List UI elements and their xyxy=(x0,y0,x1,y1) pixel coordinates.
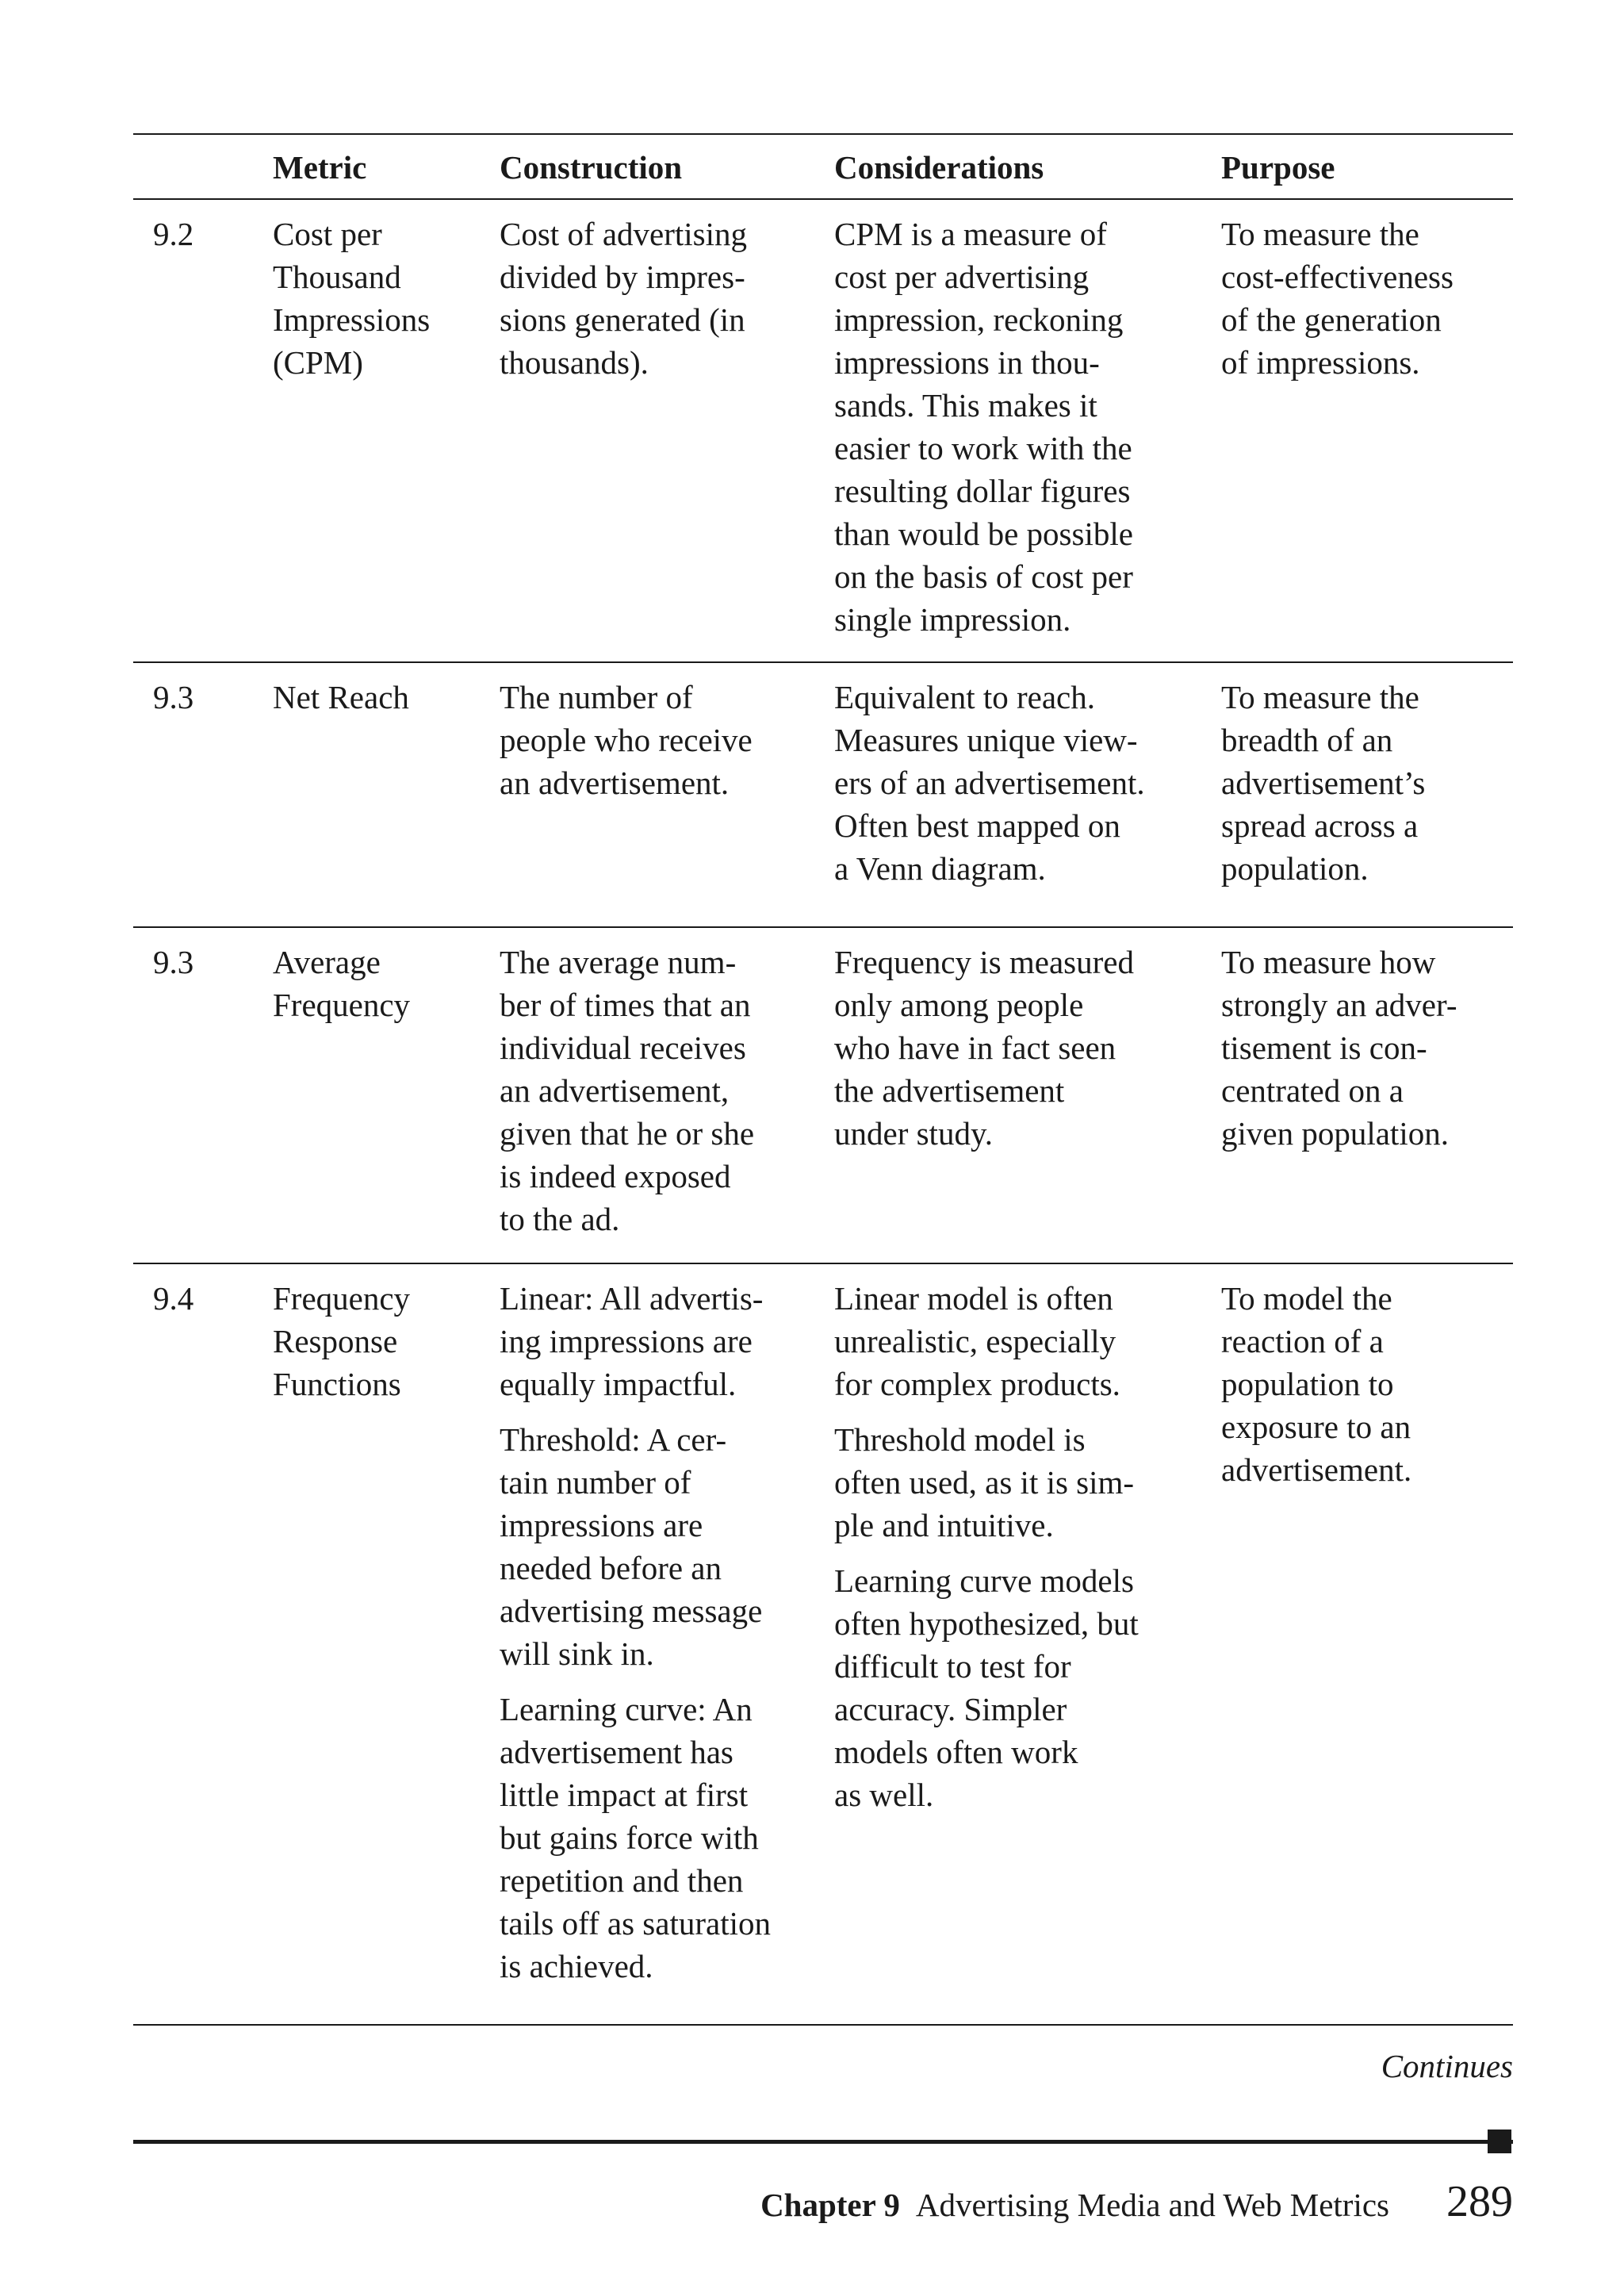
cell-metric-line: Frequency xyxy=(273,1280,411,1317)
cell-construction-line: Threshold: A cer- xyxy=(500,1421,727,1458)
cell-purpose xyxy=(1221,1277,1513,1988)
cell-construction-line: given that he or she xyxy=(500,1115,755,1152)
header-purpose: Purpose xyxy=(1221,149,1335,186)
cell-construction-paragraph xyxy=(500,941,834,1240)
chapter-label: Chapter 9 xyxy=(760,2187,900,2223)
cell-considerations xyxy=(834,676,1221,890)
cell-metric xyxy=(273,941,500,1240)
cell-metric-line: (CPM) xyxy=(273,344,363,381)
cell-purpose-line: population. xyxy=(1221,850,1369,887)
cell-construction-line: needed before an xyxy=(500,1550,722,1586)
cell-number-text: 9.2 xyxy=(153,216,194,252)
cell-construction-line: ing impressions are xyxy=(500,1323,753,1359)
cell-considerations-line: CPM is a measure of xyxy=(834,216,1107,252)
cell-construction-line: is achieved. xyxy=(500,1948,653,1984)
cell-metric-line: Thousand xyxy=(273,259,401,295)
cell-number xyxy=(133,213,273,641)
cell-considerations-line: single impression. xyxy=(834,601,1071,638)
cell-considerations-line: on the basis of cost per xyxy=(834,558,1133,595)
table-row xyxy=(133,1264,1513,2024)
cell-considerations-line: a Venn diagram. xyxy=(834,850,1046,887)
cell-construction-paragraph xyxy=(500,676,834,804)
cell-construction-line: is indeed exposed xyxy=(500,1158,731,1194)
cell-metric-line: Response xyxy=(273,1323,398,1359)
cell-number-text: 9.3 xyxy=(153,679,194,715)
cell-purpose-line: exposure to an xyxy=(1221,1409,1411,1445)
cell-number xyxy=(133,1277,273,1988)
cell-considerations-line: often used, as it is sim- xyxy=(834,1464,1135,1501)
cell-construction-line: but gains force with xyxy=(500,1819,759,1856)
cell-construction-line: advertisement has xyxy=(500,1734,733,1770)
cell-number-text: 9.4 xyxy=(153,1280,194,1317)
cell-considerations-line: Learning curve models xyxy=(834,1562,1134,1599)
cell-purpose-line: centrated on a xyxy=(1221,1072,1404,1109)
cell-considerations-line: Measures unique view- xyxy=(834,722,1138,758)
header-considerations: Considerations xyxy=(834,149,1044,186)
table-header-row xyxy=(133,135,1513,198)
table-row xyxy=(133,928,1513,1263)
cell-considerations-line: unrealistic, especially xyxy=(834,1323,1116,1359)
cell-number xyxy=(133,941,273,1240)
cell-purpose-line: spread across a xyxy=(1221,807,1419,844)
cell-construction-line: thousands). xyxy=(500,344,649,381)
cell-considerations-line: only among people xyxy=(834,987,1084,1023)
cell-purpose-line: cost-effectiveness xyxy=(1221,259,1454,295)
cell-considerations-line: Often best mapped on xyxy=(834,807,1120,844)
cell-considerations-line: Equivalent to reach. xyxy=(834,679,1096,715)
running-footer xyxy=(760,2176,1513,2227)
cell-construction xyxy=(500,941,834,1240)
cell-purpose xyxy=(1221,676,1513,890)
cell-considerations-line: ple and intuitive. xyxy=(834,1507,1054,1543)
cell-considerations-line: the advertisement xyxy=(834,1072,1065,1109)
cell-considerations-line: Linear model is often xyxy=(834,1280,1113,1317)
cell-considerations-line: as well. xyxy=(834,1777,934,1813)
cell-considerations-paragraph xyxy=(834,1559,1221,1816)
cell-considerations-line: difficult to test for xyxy=(834,1648,1071,1685)
cell-construction-line: an advertisement, xyxy=(500,1072,730,1109)
cell-purpose xyxy=(1221,941,1513,1240)
cell-construction-line: will sink in. xyxy=(500,1635,654,1672)
cell-considerations xyxy=(834,1277,1221,1988)
cell-metric-line: Frequency xyxy=(273,987,411,1023)
cell-construction-line: little impact at first xyxy=(500,1777,749,1813)
cell-purpose-line: To measure how xyxy=(1221,944,1436,980)
cell-purpose-line: To measure the xyxy=(1221,679,1419,715)
cell-purpose-line: given population. xyxy=(1221,1115,1449,1152)
cell-considerations-paragraph xyxy=(834,676,1221,890)
cell-considerations-line: impression, reckoning xyxy=(834,301,1124,338)
cell-construction-line: The average num- xyxy=(500,944,737,980)
cell-construction-line: equally impactful. xyxy=(500,1366,737,1402)
cell-construction-line: repetition and then xyxy=(500,1862,744,1899)
cell-metric xyxy=(273,213,500,641)
cell-considerations-line: models often work xyxy=(834,1734,1078,1770)
cell-considerations-paragraph xyxy=(834,1418,1221,1547)
cell-construction-line: divided by impres- xyxy=(500,259,745,295)
page-number: 289 xyxy=(1446,2177,1513,2226)
cell-considerations-line: resulting dollar figures xyxy=(834,473,1131,509)
cell-considerations-paragraph xyxy=(834,1277,1221,1405)
cell-considerations-paragraph xyxy=(834,941,1221,1155)
cell-considerations-line: who have in fact seen xyxy=(834,1029,1116,1066)
cell-considerations-line: impressions in thou- xyxy=(834,344,1100,381)
cell-construction-line: ber of times that an xyxy=(500,987,751,1023)
cell-considerations-line: for complex products. xyxy=(834,1366,1120,1402)
cell-purpose-line: tisement is con- xyxy=(1221,1029,1427,1066)
header-number xyxy=(133,146,273,189)
cell-purpose-line: advertisement’s xyxy=(1221,765,1426,801)
cell-construction-line: tails off as saturation xyxy=(500,1905,771,1942)
cell-construction-line: impressions are xyxy=(500,1507,703,1543)
cell-construction xyxy=(500,1277,834,1988)
cell-purpose-line: reaction of a xyxy=(1221,1323,1384,1359)
cell-number xyxy=(133,676,273,890)
cell-purpose-line: To model the xyxy=(1221,1280,1392,1317)
cell-number-text: 9.3 xyxy=(153,944,194,980)
cell-purpose-line: To measure the xyxy=(1221,216,1419,252)
cell-construction-line: people who receive xyxy=(500,722,753,758)
cell-considerations-line: cost per advertising xyxy=(834,259,1090,295)
cell-purpose-line: advertisement. xyxy=(1221,1451,1412,1488)
cell-construction-paragraph xyxy=(500,1688,834,1988)
cell-construction-line: individual receives xyxy=(500,1029,746,1066)
cell-considerations-line: under study. xyxy=(834,1115,994,1152)
footer-square-mark xyxy=(1488,2130,1511,2153)
cell-purpose-line: population to xyxy=(1221,1366,1394,1402)
cell-construction-paragraph xyxy=(500,1418,834,1675)
cell-metric-line: Functions xyxy=(273,1366,401,1402)
cell-considerations-paragraph xyxy=(834,213,1221,641)
cell-construction-line: advertising message xyxy=(500,1593,763,1629)
cell-metric-line: Impressions xyxy=(273,301,431,338)
cell-purpose-line: of impressions. xyxy=(1221,344,1420,381)
table-row xyxy=(133,200,1513,661)
cell-construction-line: Linear: All advertis- xyxy=(500,1280,764,1317)
cell-construction xyxy=(500,213,834,641)
cell-considerations-line: accuracy. Simpler xyxy=(834,1691,1067,1727)
cell-purpose-line: of the generation xyxy=(1221,301,1442,338)
header-construction: Construction xyxy=(500,149,683,186)
cell-metric xyxy=(273,1277,500,1988)
cell-construction-line: to the ad. xyxy=(500,1201,620,1237)
cell-considerations-line: Frequency is measured xyxy=(834,944,1134,980)
cell-considerations-line: ers of an advertisement. xyxy=(834,765,1145,801)
cell-purpose-line: breadth of an xyxy=(1221,722,1393,758)
cell-metric-line: Cost per xyxy=(273,216,382,252)
table-body xyxy=(133,198,1513,2026)
chapter-title: Advertising Media and Web Metrics xyxy=(915,2187,1389,2223)
cell-purpose xyxy=(1221,213,1513,641)
continues-label: Continues xyxy=(1381,2048,1513,2084)
metrics-table xyxy=(133,133,1513,2026)
cell-considerations-line: easier to work with the xyxy=(834,430,1132,466)
cell-construction-line: Learning curve: An xyxy=(500,1691,753,1727)
cell-construction xyxy=(500,676,834,890)
table-row xyxy=(133,663,1513,926)
cell-construction-line: The number of xyxy=(500,679,693,715)
cell-construction-paragraph xyxy=(500,213,834,384)
footer-rule xyxy=(133,2140,1513,2144)
header-metric: Metric xyxy=(273,149,367,186)
cell-considerations-line: than would be possible xyxy=(834,516,1133,552)
cell-construction-line: an advertisement. xyxy=(500,765,730,801)
cell-considerations-line: often hypothesized, but xyxy=(834,1605,1139,1642)
cell-considerations xyxy=(834,213,1221,641)
cell-considerations xyxy=(834,941,1221,1240)
table-bottom-rule xyxy=(133,2024,1513,2026)
cell-construction-line: tain number of xyxy=(500,1464,691,1501)
cell-purpose-line: strongly an adver- xyxy=(1221,987,1457,1023)
cell-considerations-line: Threshold model is xyxy=(834,1421,1086,1458)
cell-metric-line: Average xyxy=(273,944,381,980)
cell-construction-paragraph xyxy=(500,1277,834,1405)
cell-construction-line: Cost of advertising xyxy=(500,216,748,252)
cell-metric-line: Net Reach xyxy=(273,679,409,715)
cell-construction-line: sions generated (in xyxy=(500,301,745,338)
cell-metric xyxy=(273,676,500,890)
cell-considerations-line: sands. This makes it xyxy=(834,387,1097,424)
